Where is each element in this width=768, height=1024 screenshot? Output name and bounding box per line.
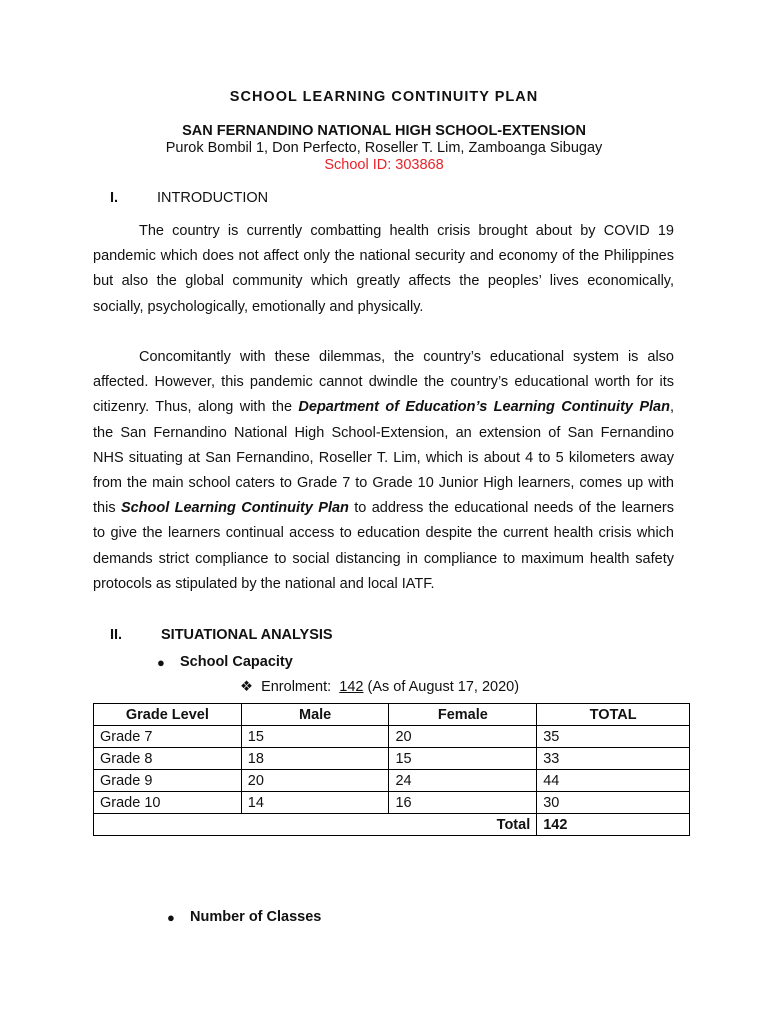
section-2-title: SITUATIONAL ANALYSIS — [161, 627, 333, 643]
table-cell: Grade 8 — [94, 748, 242, 770]
table-cell: Grade 9 — [94, 770, 242, 792]
table-row — [94, 792, 690, 814]
total-value: 142 — [537, 814, 690, 836]
table-cell: 44 — [537, 770, 690, 792]
bullet-icon: ● — [157, 655, 165, 670]
intro-paragraph-2: Concomitantly with these dilemmas, the country’s educational system is also affected. However, this pandemic cannot dwindle the country’s educational worth for its citizenry. Thus, along with the Department of Education’s Learning Continuity Plan, the San Fernandino National High School-Extension, an extension of San Fernandino NHS situating at San Fernandino, Roseller T. Lim, which is about 4 to 5 kilometers away from the main school caters to Grade 7 to Grade 10 Junior High learners, comes up with this School Learning Continuity Plan to address the educational needs of the learners to give the learners continual access to education despite the current health crisis which demands strict compliance to social distancing in compliance to maximum health safety protocols as stipulated by the national and local IATF. — [93, 349, 674, 592]
section-1-number: I. — [110, 190, 119, 206]
table-row — [94, 770, 690, 792]
header-cell: TOTAL — [537, 704, 690, 726]
table-cell: 20 — [389, 726, 537, 748]
table-row — [94, 748, 690, 770]
slcp-reference: School Learning Continuity Plan — [120, 500, 349, 517]
table-total-row — [94, 814, 690, 836]
header-cell: Grade Level — [94, 704, 242, 726]
number-of-classes-heading: Number of Classes — [190, 909, 322, 925]
table-cell: 33 — [537, 748, 690, 770]
header-cell: Male — [241, 704, 389, 726]
section-2-number: II. — [110, 627, 123, 643]
table-cell: Grade 10 — [94, 792, 242, 814]
table-cell: 24 — [389, 770, 537, 792]
intro-paragraph-1: The country is currently combatting health crisis brought about by COVID 19 pandemic which does not affect only the national security and economy of the Philippines but also the global community which greatly affects the peoples’ lives economically, socially, psychologically, emotionally and physically. — [93, 223, 674, 315]
enrolment-value: 142 — [339, 679, 364, 695]
table-cell: 15 — [241, 726, 389, 748]
school-address: Purok Bombil 1, Don Perfecto, Roseller T. Lim, Zamboanga Sibugay — [165, 140, 603, 156]
bullet-icon: ● — [167, 910, 175, 925]
school-name: SAN FERNANDINO NATIONAL HIGH SCHOOL-EXTENSION — [182, 123, 586, 139]
table-cell: Grade 7 — [94, 726, 242, 748]
table-cell: 20 — [241, 770, 389, 792]
table-cell: 18 — [241, 748, 389, 770]
table-cell: 15 — [389, 748, 537, 770]
document-title: SCHOOL LEARNING CONTINUITY PLAN — [229, 89, 539, 105]
school-id: School ID: 303868 — [324, 157, 444, 173]
table-cell: 35 — [537, 726, 690, 748]
enrolment-table — [93, 703, 690, 836]
table-cell: 30 — [537, 792, 690, 814]
section-1-title: INTRODUCTION — [157, 190, 269, 206]
enrolment-line: ❖ Enrolment: 142 (As of August 17, 2020) — [240, 679, 520, 695]
table-cell: 16 — [389, 792, 537, 814]
table-row — [94, 726, 690, 748]
deped-lcp-reference: Department of Education’s Learning Continuity Plan — [298, 399, 670, 416]
total-label: Total — [94, 814, 537, 836]
table-cell: 14 — [241, 792, 389, 814]
diamond-bullet-icon: ❖ — [240, 679, 253, 695]
school-capacity-heading: School Capacity — [180, 654, 293, 670]
table-header-row — [94, 704, 690, 726]
header-cell: Female — [389, 704, 537, 726]
